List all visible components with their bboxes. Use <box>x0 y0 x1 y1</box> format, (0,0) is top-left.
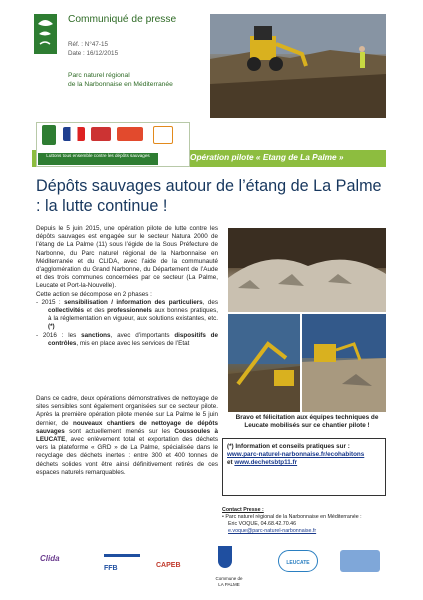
press-contact <box>222 507 386 535</box>
phase-bold: professionnels <box>107 307 152 315</box>
organization <box>68 71 173 89</box>
region-logo <box>91 127 111 141</box>
date: Date : 16/12/2015 <box>68 49 119 57</box>
ffb-logo <box>104 554 140 574</box>
ffb-label: FFB <box>104 565 118 572</box>
pnr-mini-logo <box>42 125 56 145</box>
info-box <box>222 438 386 496</box>
capeb-label: CAPEB <box>156 562 181 569</box>
org-line-2: de la Narbonnaise en Méditerranée <box>68 81 173 88</box>
intro-paragraph: Depuis le 5 juin 2015, une opération pilote de lutte contre les dépôts sauvages est engagée sur le secteur Natura 2000 de l’étang de La Palme (11) sous l’égide de la Sous Préfecture de Narbonne, du Parc naturel régional de la Narbonnaise en Méditerranée et du CLIDA, avec l’aide de la communauté d’agglomération du Grand Narbonne, du Département de l’Aude et des trois communes concernées par ce secteur (La Palme, Leucate et Port-la-Nouvelle). <box>36 225 218 290</box>
body-text <box>36 225 218 348</box>
clida-label: Clida <box>40 554 60 563</box>
grand-narbonne-logo <box>153 126 173 144</box>
info-label: (*) Information et conseils pratiques sur : <box>227 443 350 450</box>
phase-text: et des <box>84 307 108 315</box>
phase-year: 2015 : <box>41 298 65 306</box>
list-item: - 2015 : sensibilisation / information des particuliers, des collectivités et des professionnels aux bonnes pratiques, à la réglementation en vigueur, aux solutions existantes, etc. (*) <box>36 298 219 331</box>
phase-bold: dispositifs de contrôles <box>48 331 218 347</box>
aude-logo <box>117 127 143 141</box>
dechetsbtp-link[interactable]: www.dechetsbtp11.fr <box>234 459 298 467</box>
clida-logo <box>40 548 74 574</box>
and-text: et <box>227 459 235 467</box>
phase-text: , des <box>202 298 219 306</box>
headline: Dépôts sauvages autour de l’étang de La Palme : la lutte continue ! <box>36 177 382 215</box>
phase-bold: collectivités <box>48 307 85 315</box>
ecohabitons-link[interactable]: www.parc-naturel-narbonnaise.fr/ecohabitons <box>227 451 365 459</box>
pilot-operation-title: Opération pilote « Etang de La Palme » <box>190 152 344 162</box>
phase-text: aux bonnes pratiques, à la réglementation en vigueur, aux solutions existantes, etc. <box>48 307 219 323</box>
para-text: sont actuellement menés sur les <box>64 427 175 435</box>
phase-list <box>36 299 218 348</box>
second-paragraph <box>36 395 218 477</box>
waste-pile-photo <box>228 228 386 312</box>
phase-bold: sanctions <box>81 331 111 339</box>
leucate-label: LEUCATE <box>286 560 310 566</box>
excavator-photo <box>210 14 386 118</box>
slogan: Luttons tous ensemble contre les dépôts sauvages <box>38 153 158 165</box>
contact-org: • Parc naturel régional de la Narbonnaise en Méditerranée : <box>222 514 362 520</box>
capeb-logo <box>156 554 196 572</box>
phases-intro: Cette action se décompose en 2 phases : <box>36 290 152 298</box>
leucate-logo <box>278 550 318 572</box>
para-text: Dans ce cadre, deux opérations démonstratives de nettoyage de sites sensibles sont également organisées sur ce secteur pilote. Après la première opération pilote menée sur La Palme le 5 juin dernier, de <box>36 395 218 427</box>
para-bold: Coussoules à LEUCATE <box>36 427 218 444</box>
prefecture-logo <box>63 127 85 141</box>
document-meta <box>68 41 118 58</box>
pnr-logo <box>34 14 57 54</box>
commune-label: Commune de LA PALME <box>215 576 243 587</box>
list-item: - 2016 : les sanctions, avec d’importants dispositifs de contrôles, mis en place avec les services de l’Etat <box>36 331 218 347</box>
contact-email[interactable]: e.voque@parc-naturel-narbonnaise.fr <box>228 528 317 534</box>
contact-heading: Contact Presse : <box>222 507 264 513</box>
phase-year: 2016 : les <box>42 331 82 339</box>
reference: Réf. : N°47-15 <box>68 41 108 48</box>
para-bold: nouveaux chantiers de nettoyage de dépôts sauvages <box>36 419 218 435</box>
footer-logos <box>36 542 386 588</box>
para-text: , avec enlèvement total et exportation des déchets vers la plateforme « GRD » de La Palme, spécialisée dans le recyclage des déchets inertes : entre 300 et 400 tonnes de déchets solides vont être ainsi définitivement retirés de ces espaces naturels remarquables. <box>36 436 218 476</box>
document-type: Communiqué de presse <box>68 14 177 25</box>
phase-bold: sensibilisation / information des particuliers <box>64 298 203 306</box>
phase-text: , avec d’importants <box>110 331 175 339</box>
phase-text: , mis en place avec les services de l’Etat <box>76 339 190 347</box>
photo-caption: Bravo et félicitation aux équipes techniques de Leucate mobilisés sur ce chantier pilote ! <box>235 414 379 430</box>
footnote-mark: (*) <box>48 323 55 331</box>
org-line-1: Parc naturel régional <box>68 72 130 79</box>
la-palme-coat-of-arms <box>218 546 232 568</box>
partner-wave-logo <box>340 550 380 572</box>
excavator-work-photo-1 <box>228 314 300 412</box>
excavator-work-photo-2 <box>302 314 386 412</box>
contact-name-phone: Eric VOQUE, 04.68.42.70.46 <box>228 521 297 527</box>
